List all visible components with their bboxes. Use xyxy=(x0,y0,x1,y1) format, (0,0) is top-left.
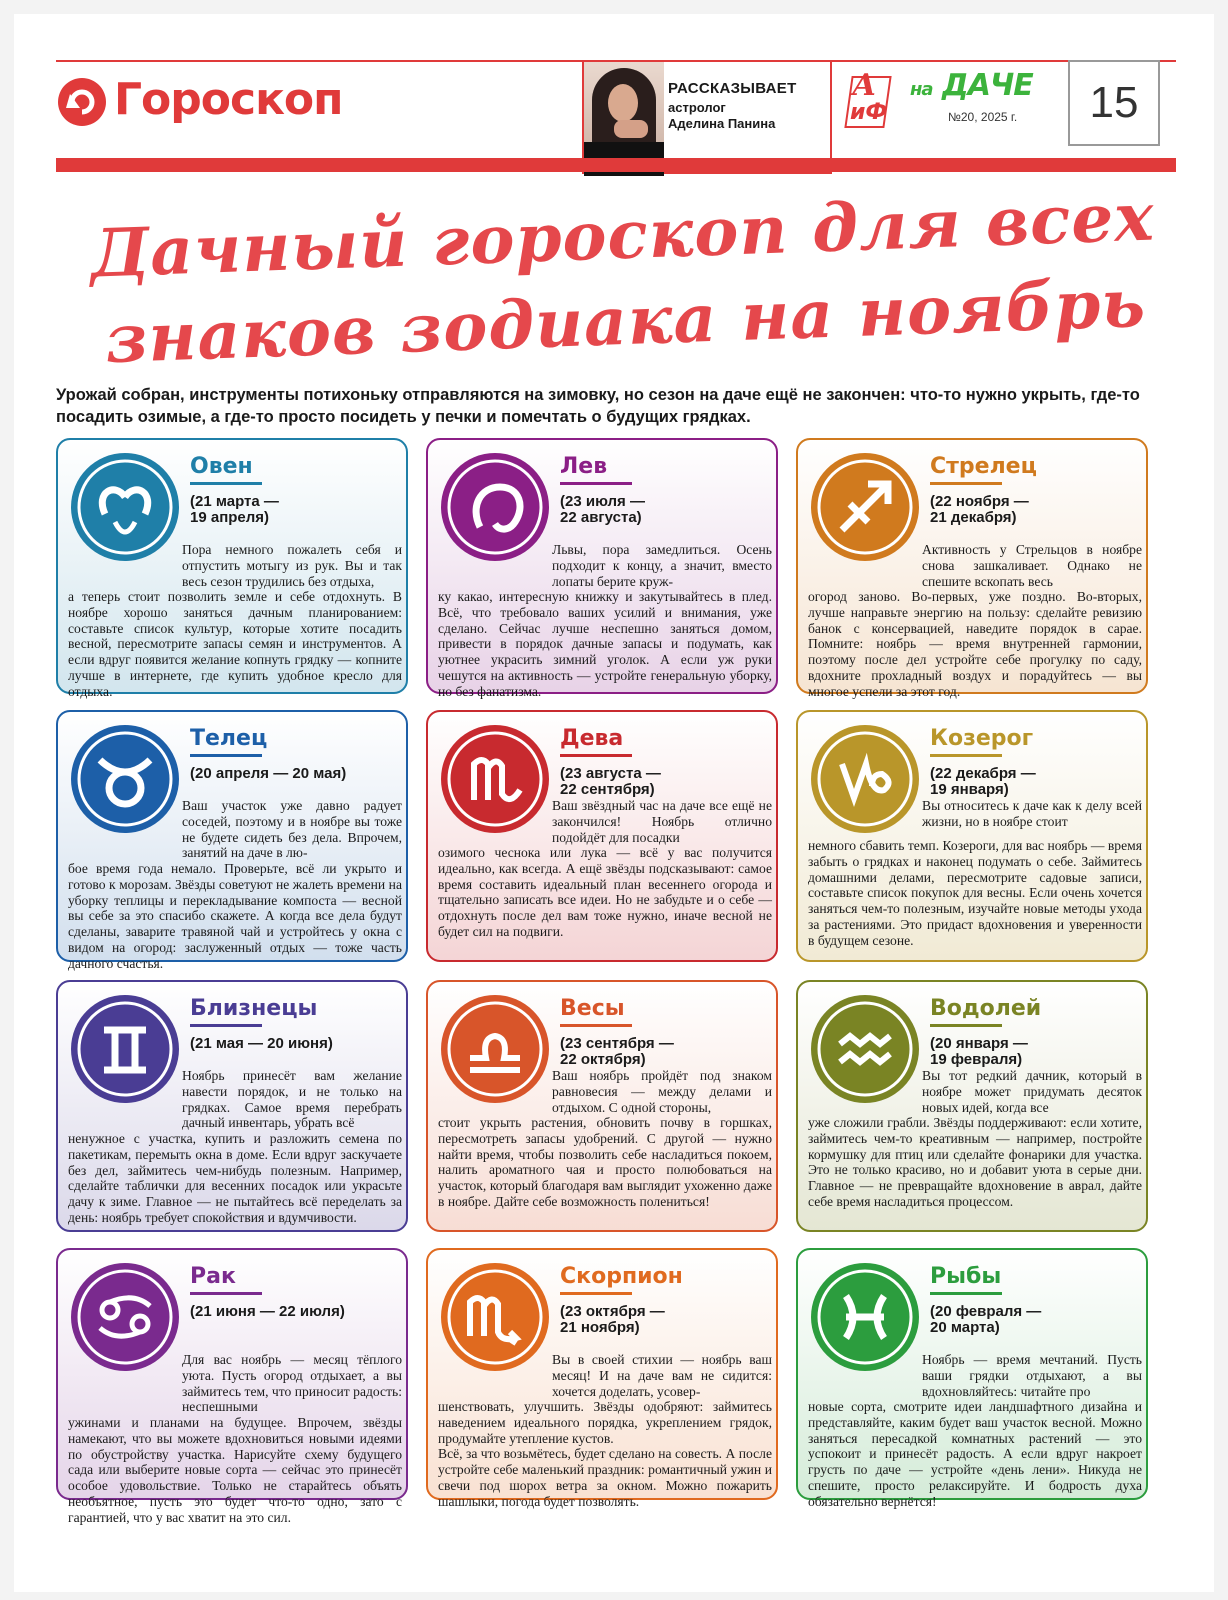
sign-text-intro: Львы, пора замедлиться. Осень подходит к концу, а значит, вместо лопаты берите круж- xyxy=(552,542,772,589)
sign-name: Рак xyxy=(190,1264,236,1289)
horoscope-card-vesy xyxy=(426,980,778,1232)
sign-text-intro: Ноябрь — время мечтаний. Пусть ваши грядки отдыхают, а вы вдохновляйтесь: читайте про xyxy=(922,1352,1142,1399)
sign-dates: (20 апреля — 20 мая) xyxy=(190,765,347,782)
sign-dates: (23 августа — 22 сентября) xyxy=(560,765,661,798)
horoscope-card-vodoley xyxy=(796,980,1148,1232)
sign-text-body: немного сбавить темп. Козероги, для вас ноябрь — время забыть о грядках и наконец подумать о себе. Займитесь домашними делами, пересмотрите садовые записи, составьте список покупок для весны. Если очень хочется заняться чем-то полезным, изучайте новые методы ухода за растениями. Это придаст вдохновения и уверенности в будущем сезоне. xyxy=(808,838,1142,948)
sign-text-body: новые сорта, смотрите идеи ландшафтного дизайна и представляйте, каким будет ваш участок весной. Можно заняться пересадкой комнатных растений — это успокоит и принесёт радость. А если вдруг накроет грусть по даче — устройте «день лени». Никуда не спешите, просто релаксируйте. И бодрость духа обязательно вернётся! xyxy=(808,1399,1142,1509)
sign-name: Близнецы xyxy=(190,996,318,1021)
sign-name-underline xyxy=(930,754,1002,757)
sign-text-intro: Ваш звёздный час на даче все ещё не закончился! Ноябрь отлично подойдёт для посадки xyxy=(552,798,772,845)
brand-name: ДАЧЕ xyxy=(942,68,1033,103)
astrologer-photo xyxy=(584,62,664,172)
virgo-icon xyxy=(440,724,550,834)
astrologer-box xyxy=(582,60,832,174)
horoscope-card-ryby xyxy=(796,1248,1148,1509)
sign-text-intro: Активность у Стрельцов в ноябре снова зашкаливает. Однако не спешите вскопать весь xyxy=(922,542,1142,589)
capricorn-icon xyxy=(810,724,920,834)
sign-text-intro: Для вас ноябрь — месяц тёплого уюта. Пусть огород отдыхает, а вы займитесь тем, что приносит радость: неспешными xyxy=(182,1352,402,1415)
horoscope-card-rak xyxy=(56,1248,408,1525)
libra-icon xyxy=(440,994,550,1104)
sign-dates: (23 июля — 22 августа) xyxy=(560,493,645,526)
cancer-icon xyxy=(70,1262,180,1372)
sign-text-body: ку какао, интересную книжку и закутывайтесь в плед. Всё, что требовало ваших усилий и внимания, уже сделано. Сейчас лучше неспешно заняться домом, привести в порядок дачные запасы и подумать, как уютнее украсить зимний уголок. А если уж руки чешутся на активность — устройте генеральную уборку, но без фанатизма. xyxy=(438,589,772,699)
sign-text-body: озимого чеснока или лука — всё у вас получится идеально, как всегда. А ещё звёзды подсказывают: самое время составить идеальный план весеннего огорода и тщательно записать все идеи. Но не забудьте и о себе — отдохнуть после дел вам тоже нужно, иначе весной не будет сил на подвиги. xyxy=(438,845,772,939)
sign-text-intro: Ваш участок уже давно радует соседей, поэтому и в ноябре вы тоже не будете сидеть без дела. Впрочем, занятий на даче в лю- xyxy=(182,798,402,861)
horoscope-card-deva xyxy=(426,710,778,962)
sign-text-intro: Ноябрь принесёт вам желание навести порядок, и не только на грядках. Самое время перебрать дачный инвентарь, убрать всё xyxy=(182,1068,402,1131)
pisces-icon xyxy=(810,1262,920,1372)
horoscope-card-telec xyxy=(56,710,408,971)
aif-logo-if: иФ xyxy=(850,100,888,125)
sign-name-underline xyxy=(560,1024,632,1027)
sign-name: Стрелец xyxy=(930,454,1037,479)
horoscope-card-lev xyxy=(426,438,778,699)
scorpio-icon xyxy=(440,1262,550,1372)
section-arrow-icon xyxy=(58,78,106,126)
sign-name-underline xyxy=(190,482,262,485)
sagittarius-icon xyxy=(810,452,920,562)
sign-text-body: огород заново. Во-первых, уже поздно. Во-вторых, лучше направьте энергию на пользу: сделайте ревизию банок с консервацией, наведите порядок в сарае. Помните: ноябрь — время внутренней гармонии, поэтому после дел устройте себе прогулку по саду, вдохните прохладный воздух и порадуйтесь — вы многое успели за этот год. xyxy=(808,589,1142,699)
sign-name: Дева xyxy=(560,726,624,751)
sign-name: Скорпион xyxy=(560,1264,683,1289)
sign-name-underline xyxy=(930,1292,1002,1295)
sign-text-intro: Вы тот редкий дачник, который в ноябре может придумать десяток новых идей, когда все xyxy=(922,1068,1142,1115)
sign-dates: (22 ноября — 21 декабря) xyxy=(930,493,1029,526)
leo-icon xyxy=(440,452,550,562)
horoscope-card-strelec xyxy=(796,438,1148,699)
lead-paragraph: Урожай собран, инструменты потихоньку отправляются на зимовку, но сезон на даче ещё не закончен: что-то нужно укрыть, где-то посадить озимые, а где-то просто посидеть у печки и помечтать о будущих грядках. xyxy=(56,386,1140,426)
sign-name: Телец xyxy=(190,726,268,751)
sign-name: Весы xyxy=(560,996,625,1021)
sign-name: Рыбы xyxy=(930,1264,1002,1289)
sign-name: Овен xyxy=(190,454,253,479)
sign-dates: (23 сентября — 22 октября) xyxy=(560,1035,674,1068)
aries-icon xyxy=(70,452,180,562)
sign-dates: (21 июня — 22 июля) xyxy=(190,1303,345,1320)
sign-name-underline xyxy=(560,482,632,485)
sign-text-body: ужинами и планами на будущее. Впрочем, звёзды намекают, что вы можете вдохновиться новыми идеями по обустройству участка. Нарисуйте схему будущего сада или выберите новые сорта — сейчас это принесёт особое удовольствие. Только не старайтесь объять необъятное, пусть это будет что-то одно, зато с гарантией, что у вас хватит на это сил. xyxy=(68,1415,402,1525)
astrologer-role: астролог xyxy=(668,100,726,115)
horoscope-card-kozerog xyxy=(796,710,1148,962)
sign-name-underline xyxy=(190,1292,262,1295)
sign-dates: (23 октября — 21 ноября) xyxy=(560,1303,665,1336)
astrologer-kicker: РАССКАЗЫВАЕТ xyxy=(668,80,797,97)
horoscope-card-skorpion xyxy=(426,1248,778,1509)
aif-logo xyxy=(844,62,892,132)
sign-name: Козерог xyxy=(930,726,1034,751)
section-title: Гороскоп xyxy=(114,74,343,125)
sign-text-intro: Пора немного пожалеть себя и отпустить мотыгу из рук. Вы и так весь сезон трудились без отдыха, xyxy=(182,542,402,589)
horoscope-card-bliznecy xyxy=(56,980,408,1232)
sign-dates: (20 февраля — 20 марта) xyxy=(930,1303,1042,1336)
sign-text-body: стоит укрыть растения, обновить почву в горшках, пересмотреть запасы удобрений. С другой — нужно найти время, чтобы позволить себе насладиться покоем, налить ароматного чая и просто полюбоваться на участок, который благодаря вам выглядит ухоженно даже в ноябре. Дайте себе возможность полениться! xyxy=(438,1115,772,1209)
sign-name-underline xyxy=(560,1292,632,1295)
sign-text-body: а теперь стоит позволить земле и себе отдохнуть. В ноябре хорошо заняться дачным планированием: составьте список культур, которые хотите посадить весной, пересмотрите запасы семян и инструментов. А если вдруг появится желание копнуть грядку — копните лучше в интернете, где купить удобное кресло для отдыха. xyxy=(68,589,402,699)
sign-dates: (21 мая — 20 июня) xyxy=(190,1035,333,1052)
sign-dates: (21 марта — 19 апреля) xyxy=(190,493,279,526)
sign-text-intro: Ваш ноябрь пройдёт под знаком равновесия — между делами и отдыхом. С одной стороны, xyxy=(552,1068,772,1115)
main-title: Дачный гороскоп для всех знаков зодиака на ноябрь xyxy=(89,177,1156,379)
sign-text-body: бое время года немало. Проверьте, всё ли укрыто и готово к морозам. Звёзды советуют не жалеть времени на уборку теплицы и перекладывание компоста — весной вы себе за это спасибо скажете. А когда все дела будут сделаны, заварите травяной чай и устройтесь у окна с видом на огород: заслуженный отдых — тоже часть дачного счастья. xyxy=(68,861,402,971)
newspaper-page xyxy=(14,14,1214,1592)
sign-text-body: уже сложили грабли. Звёзды поддерживают: если хотите, займитесь чем-то креативным — например, постройте кормушку для птиц или сделайте фонарики для участка. Это не только красиво, но и добавит уюта в серые дни. Главное — не превращайте вдохновение в аврал, дайте себе время насладиться процессом. xyxy=(808,1115,1142,1209)
aquarius-icon xyxy=(810,994,920,1104)
dacha-brand xyxy=(910,68,1033,103)
sign-text-intro: Вы в своей стихии — ноябрь ваш месяц! И на даче вам не сидится: хочется доделать, усовер- xyxy=(552,1352,772,1399)
sign-name: Лев xyxy=(560,454,608,479)
issue-number: №20, 2025 г. xyxy=(948,110,1018,124)
sign-name-underline xyxy=(930,482,1002,485)
page-number: 15 xyxy=(1089,78,1139,127)
sign-name-underline xyxy=(190,1024,262,1027)
header-rule-bottom xyxy=(56,158,1176,172)
astrologer-name: Аделина Панина xyxy=(668,116,776,131)
horoscope-card-oven xyxy=(56,438,408,699)
sign-text-body: шенствовать, улучшить. Звёзды одобряют: займитесь наведением идеального порядка, укреплением грядок, продумайте утепление кустов. Всё, за что возьмётесь, будет сделано на совесть. А после устройте себе маленький праздник: романтичный ужин и свечи под шорох ветра за окном. Можно пожарить шашлыки, погода будет позволять. xyxy=(438,1399,772,1509)
sign-text-intro: Вы относитесь к даче как к делу всей жизни, но в ноябре стоит xyxy=(922,798,1142,829)
page-number-box xyxy=(1068,60,1160,146)
sign-name-underline xyxy=(930,1024,1002,1027)
sign-name-underline xyxy=(560,754,632,757)
sign-dates: (20 января — 19 февраля) xyxy=(930,1035,1028,1068)
aif-logo-a: А xyxy=(852,68,877,103)
sign-name: Водолей xyxy=(930,996,1042,1021)
gemini-icon xyxy=(70,994,180,1104)
brand-na: на xyxy=(910,79,933,100)
sign-name-underline xyxy=(190,754,262,757)
taurus-icon xyxy=(70,724,180,834)
sign-dates: (22 декабря — 19 января) xyxy=(930,765,1036,798)
sign-text-body: ненужное с участка, купить и разложить семена по пакетикам, перемыть окна в доме. Если вдруг заскучаете без дел, займитесь чем-нибудь полезным. Например, сделайте таблички для весенних посадок или украсьте дачу к зиме. Главное — не пытайтесь всё переделать за день: ноябрь требует спокойствия и вдумчивости. xyxy=(68,1131,402,1225)
